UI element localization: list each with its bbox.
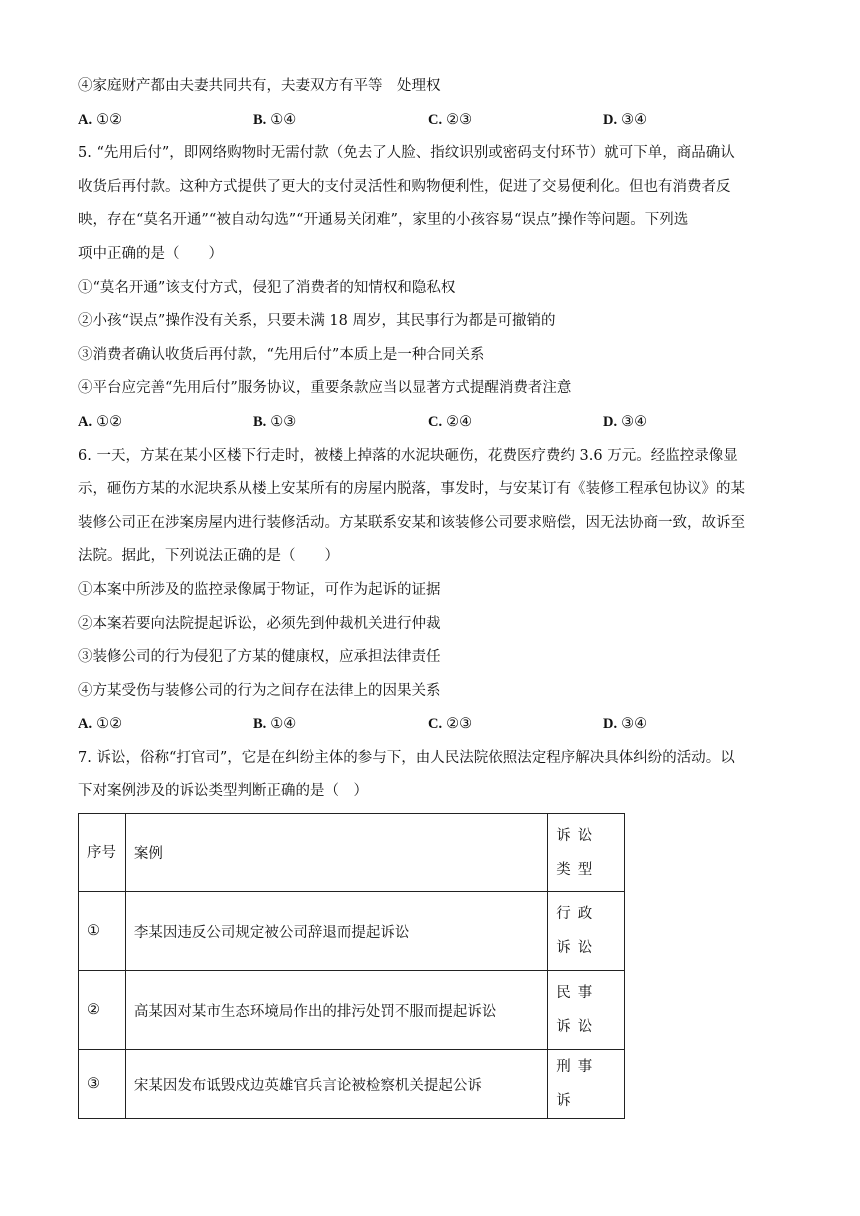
option-key: A. [78, 111, 93, 128]
row-case: 李某因违反公司规定被公司辞退而提起诉讼 [125, 892, 547, 971]
option-key: D. [603, 111, 618, 128]
option-text: ③④ [621, 716, 648, 733]
option-text: ②④ [446, 413, 473, 430]
q4-statement-4: ④家庭财产都由夫妻共同共有，夫妻双方有平等 处理权 [78, 78, 441, 94]
option-text: ③④ [621, 413, 648, 430]
q6-statement-1: ①本案中所涉及的监控录像属于物证，可作为起诉的证据 [78, 581, 441, 598]
row-type: 行政诉讼 [548, 892, 625, 971]
row-index: ① [79, 892, 126, 971]
q5-stem-line: 收货后再付款。这种方式提供了更大的支付灵活性和购物便利性，促进了交易便利化。但也有消费者反 [78, 178, 731, 195]
row-case: 高某因对某市生态环境局作出的排污处罚不服而提起诉讼 [125, 971, 547, 1050]
q6-option-a[interactable] [78, 708, 253, 742]
q5-stem-line: 项中正确的是（ ） [78, 245, 223, 262]
option-key: D. [603, 716, 618, 733]
case-table [78, 813, 625, 1119]
question-7 [78, 742, 788, 1119]
option-text: ①④ [270, 716, 297, 733]
q5-option-b[interactable] [253, 406, 428, 440]
q6-stem-line: 6. 一天，方某在某小区楼下行走时，被楼上掉落的水泥块砸伤，花费医疗费约 3.6 万元。经监控录像显 [78, 447, 738, 464]
option-text: ①② [96, 111, 123, 128]
q6-statement-2: ②本案若要向法院提起诉讼，必须先到仲裁机关进行仲裁 [78, 615, 441, 632]
option-key: B. [253, 413, 267, 430]
option-key: D. [603, 413, 618, 430]
q6-statement-4: ④方某受伤与装修公司的行为之间存在法律上的因果关系 [78, 682, 441, 699]
row-type: 刑事诉 [548, 1050, 625, 1119]
header-case: 案例 [125, 814, 547, 892]
q5-stem-line: 映，存在“莫名开通”“被自动勾选”“开通易关闭难”，家里的小孩容易“误点”操作等问题。下列选 [78, 212, 689, 229]
q7-stem-line: 下对案例涉及的诉讼类型判断正确的是（ ） [78, 783, 368, 800]
q6-stem-line: 装修公司正在涉案房屋内进行装修活动。方某联系安某和该装修公司要求赔偿，因无法协商一致，故诉至 [78, 514, 745, 531]
q5-statement-2: ②小孩“误点”操作没有关系，只要未满 18 周岁，其民事行为都是可撤销的 [78, 313, 556, 330]
option-text: ②③ [446, 111, 473, 128]
option-key: B. [253, 716, 267, 733]
q6-option-d[interactable] [603, 708, 778, 742]
q5-statement-3: ③消费者确认收货后再付款，“先用后付”本质上是一种合同关系 [78, 346, 485, 363]
q5-stem-line: 5. “先用后付”，即网络购物时无需付款（免去了人脸、指纹识别或密码支付环节）就可下单，商品确认 [78, 145, 735, 162]
q6-options [78, 708, 788, 742]
q5-statement-4: ④平台应完善“先用后付”服务协议，重要条款应当以显著方式提醒消费者注意 [78, 380, 572, 397]
option-key: C. [428, 111, 443, 128]
q4-option-d[interactable] [603, 104, 778, 138]
table-row [79, 971, 625, 1050]
row-index: ③ [79, 1050, 126, 1119]
question-5 [78, 137, 788, 439]
table-row [79, 1050, 625, 1119]
q4-option-a[interactable] [78, 104, 253, 138]
exam-page [78, 70, 788, 1119]
header-type: 诉讼类型 [548, 814, 625, 892]
q6-stem-line: 示，砸伤方某的水泥块系从楼上安某所有的房屋内脱落，事发时，与安某订有《装修工程承包协议》的某 [78, 481, 745, 498]
option-text: ①③ [270, 413, 297, 430]
q5-option-c[interactable] [428, 406, 603, 440]
q4-option-c[interactable] [428, 104, 603, 138]
option-key: A. [78, 413, 93, 430]
row-case: 宋某因发布诋毁戍边英雄官兵言论被检察机关提起公诉 [125, 1050, 547, 1119]
q5-options [78, 406, 788, 440]
q4-options [78, 104, 788, 138]
option-key: C. [428, 716, 443, 733]
option-key: C. [428, 413, 443, 430]
question-6 [78, 440, 788, 742]
q5-option-d[interactable] [603, 406, 778, 440]
q4-option-b[interactable] [253, 104, 428, 138]
table-header-row [79, 814, 625, 892]
option-text: ①② [96, 716, 123, 733]
option-text: ③④ [621, 111, 648, 128]
q6-statement-3: ③装修公司的行为侵犯了方某的健康权，应承担法律责任 [78, 649, 441, 666]
option-text: ②③ [446, 716, 473, 733]
q6-option-c[interactable] [428, 708, 603, 742]
option-text: ①② [96, 413, 123, 430]
q6-option-b[interactable] [253, 708, 428, 742]
option-key: B. [253, 111, 267, 128]
option-text: ①④ [270, 111, 297, 128]
row-type: 民事诉讼 [548, 971, 625, 1050]
option-key: A. [78, 716, 93, 733]
row-index: ② [79, 971, 126, 1050]
q6-stem-line: 法院。据此，下列说法正确的是（ ） [78, 548, 339, 565]
table-row [79, 892, 625, 971]
q5-option-a[interactable] [78, 406, 253, 440]
q5-statement-1: ①“莫名开通”该支付方式，侵犯了消费者的知情权和隐私权 [78, 279, 456, 296]
q7-stem-line: 7. 诉讼，俗称“打官司”，它是在纠纷主体的参与下，由人民法院依照法定程序解决具体纠纷的活动。以 [78, 749, 735, 766]
header-index: 序号 [79, 814, 126, 892]
